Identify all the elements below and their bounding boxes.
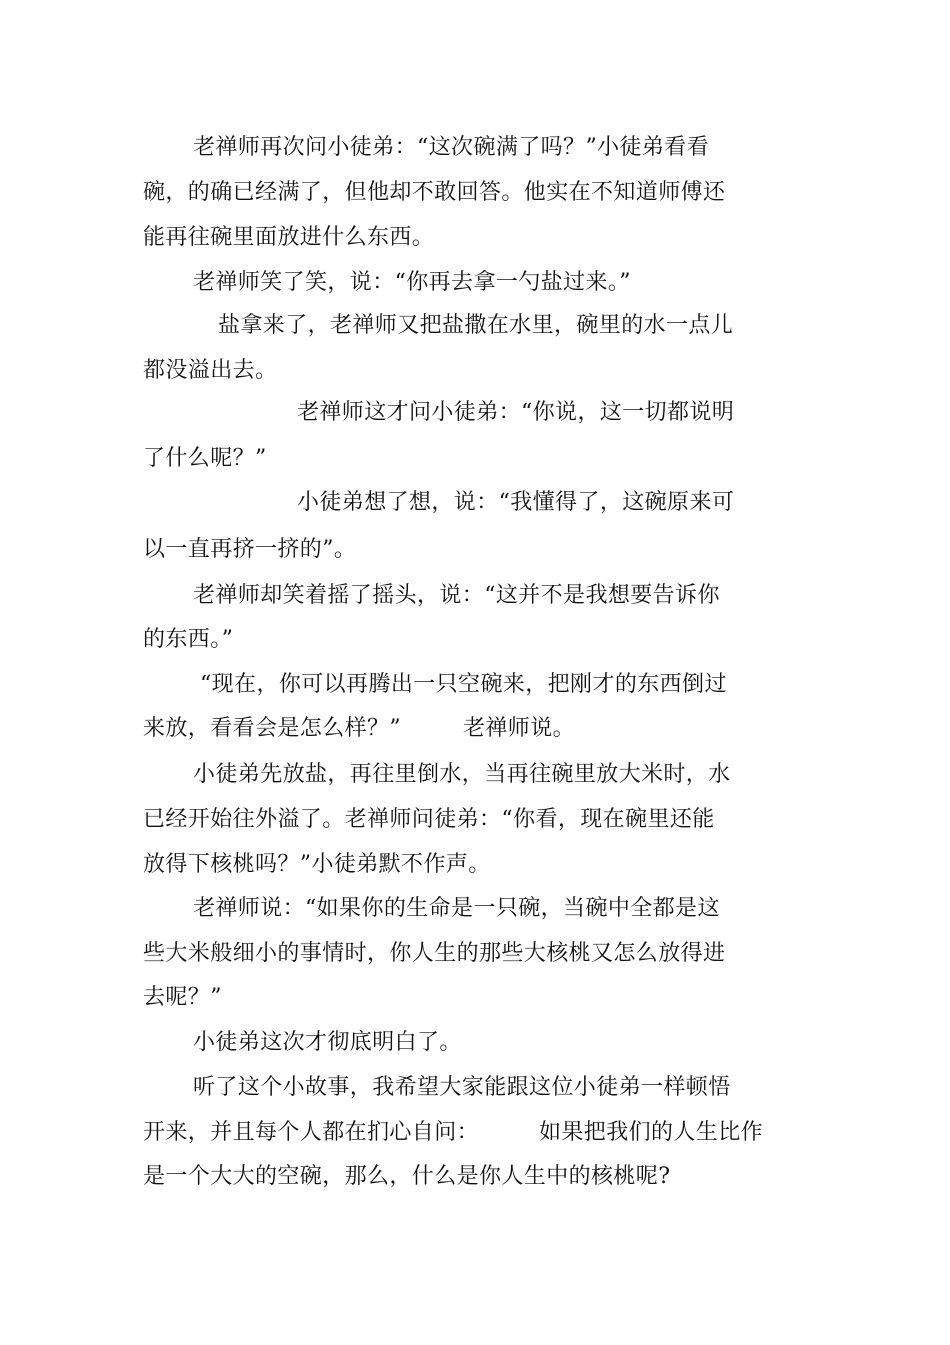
text-line-8: 了什么呢？”: [143, 446, 267, 471]
text-line-18: 老禅师说：“如果你的生命是一只碗，当碗中全都是这: [193, 896, 720, 921]
text-line-9: 小徒弟想了想，说：“我懂得了，这碗原来可: [297, 490, 735, 515]
text-line-19: 些大米般细小的事情时，你人生的那些大核桃又怎么放得进: [143, 941, 726, 966]
text-line-4: 老禅师笑了笑，说：“你再去拿一勺盐过来。”: [193, 270, 631, 295]
text-line-10: 以一直再挤一挤的”。: [143, 537, 357, 562]
text-line-21: 小徒弟这次才彻底明白了。: [193, 1030, 462, 1055]
text-line-23a: 开来，并且每个人都在扪心自问：: [143, 1120, 480, 1145]
text-line-12: 的东西。”: [143, 627, 234, 652]
text-line-2: 碗，的确已经满了，但他却不敢回答。他实在不知道师傅还: [143, 180, 726, 205]
text-line-11: 老禅师却笑着摇了摇头，说：“这并不是我想要告诉你: [193, 583, 720, 608]
text-line-14b: 老禅师说。: [463, 716, 576, 741]
text-line-22: 听了这个小故事，我希望大家能跟这位小徒弟一样顿悟: [193, 1075, 731, 1100]
text-line-23b: 如果把我们的人生比作: [539, 1120, 764, 1145]
text-line-17: 放得下核桃吗？”小徒弟默不作声。: [143, 852, 491, 877]
text-line-13: “现在，你可以再腾出一只空碗来，把刚才的东西倒过: [200, 672, 727, 697]
text-line-15: 小徒弟先放盐，再往里倒水，当再往碗里放大米时，水: [193, 762, 731, 787]
text-line-24: 是一个大大的空碗，那么，什么是你人生中的核桃呢?: [143, 1164, 671, 1189]
text-line-14a: 来放，看看会是怎么样？”: [143, 716, 402, 741]
text-line-7: 老禅师这才问小徒弟：“你说，这一切都说明: [297, 400, 735, 425]
text-line-3: 能再往碗里面放进什么东西。: [143, 225, 435, 250]
text-line-1: 老禅师再次问小徒弟：“这次碗满了吗？”小徒弟看看: [193, 135, 710, 160]
text-line-16: 已经开始往外溢了。老禅师问徒弟：“你看，现在碗里还能: [143, 807, 715, 832]
text-line-20: 去呢？”: [143, 985, 222, 1010]
text-line-5: 盐拿来了，老禅师又把盐撒在水里，碗里的水一点儿: [218, 313, 734, 338]
text-line-6: 都没溢出去。: [143, 358, 278, 383]
